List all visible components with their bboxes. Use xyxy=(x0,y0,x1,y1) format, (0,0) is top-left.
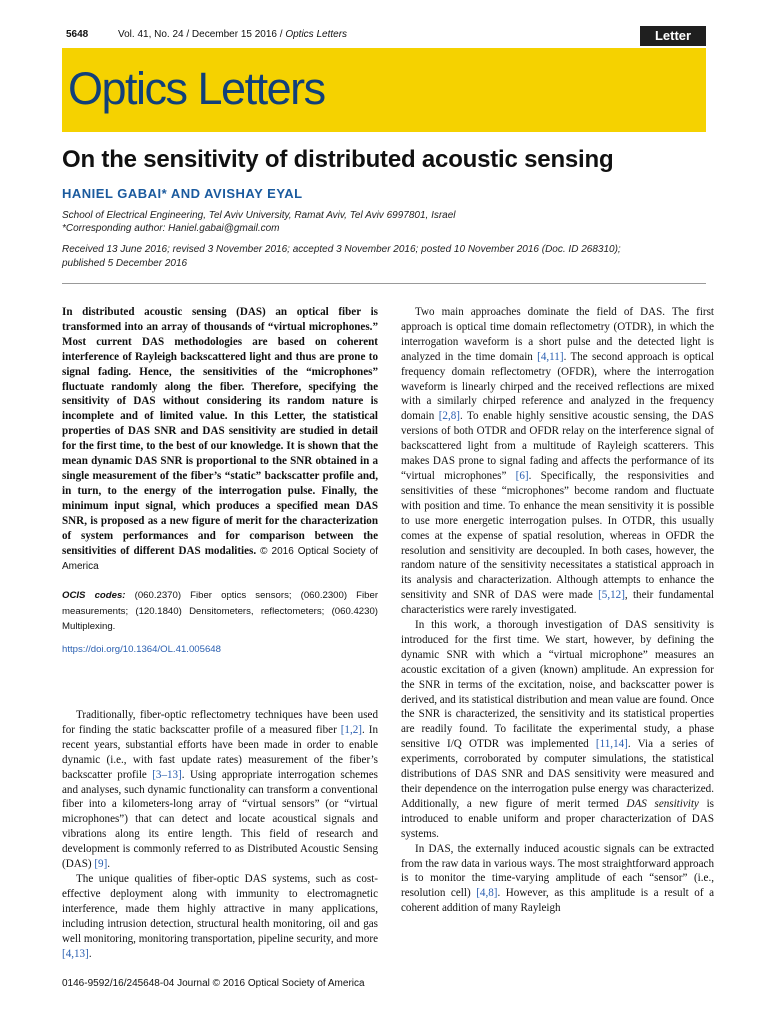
citation-link[interactable]: [5,12] xyxy=(598,589,625,602)
divider xyxy=(62,283,706,284)
ocis-code-list: (060.2370) Fiber optics sensors; (060.2300) Fiber measurements; (120.1840) Densitometers, reflectometers; (060.4230) Multiplexing. xyxy=(62,590,379,632)
citation-link[interactable]: [1,2] xyxy=(340,723,362,736)
ocis-label: OCIS codes: xyxy=(62,590,126,601)
author-list: HANIEL GABAI* AND AVISHAY EYAL xyxy=(62,186,303,201)
doi-link[interactable]: https://doi.org/10.1364/OL.41.005648 xyxy=(62,644,221,655)
citation-link[interactable]: [4,11] xyxy=(537,350,564,363)
citation-link[interactable]: [3–13] xyxy=(152,768,182,781)
citation-link[interactable]: [4,8] xyxy=(476,887,498,900)
abstract-text: In distributed acoustic sensing (DAS) an optical fiber is transformed into an array of thousands of “virtual microphones.” Most current DAS methodologies are based on coherent interference of Rayleigh backscattered light and thus are prone to signal fading. Hence, the sensitivities of the “microphones” fluctuate randomly along the fiber. Therefore, specifying the sensitivity of DAS without considering its random nature is incomplete and of limited value. In this Letter, the statistical properties of DAS SNR and DAS sensitivity are studied in detail for the first time, to the best of our knowledge. It is shown that the mean dynamic DAS SNR is proportional to the SNR obtained in a single measurement of the fiber’s “static” backscatter profile and, in turn, to the energy of the interrogation pulse. Finally, the minimum input signal, which produces a specified mean DAS SNR, is proposed as a new figure of merit for the characterization of system performances and for comparison between the sensitivities of different DAS modalities. xyxy=(62,306,378,557)
citation-link[interactable]: [6] xyxy=(515,469,529,482)
paragraph: The unique qualities of fiber-optic DAS systems, such as cost-effective deployment along with immunity to electromagnetic interference, made them highly attractive in many applications, including intrusion detection, structural health monitoring, oil and gas well monitoring, monitoring transportation, pipeline security, and more [4,13]. xyxy=(62,872,379,960)
paragraph: In this work, a thorough investigation of DAS sensitivity is introduced for the first time. We start, however, by defining the dynamic SNR with which a “virtual microphone” measures an acoustic excitation of a given (known) amplitude. An expression for the SNR in terms of the excitation, noise, and backscatter power is derived, and its statistical distribution and mean value are found. Once the SNR is characterized, the sensitivity and its statistical properties are readily found. To facilitate the experimental study, a phase sensitive I/Q OTDR was implemented [11,14]. Via a series of experiments, corroborated by computer simulations, the statistical distributions of DAS SNR and DAS sensitivity were measured and their dependence on the interrogation pulse energy was characterized. Additionally, a new figure of merit termed DAS sensitivity is introduced to enable uniform and proper characterization of DAS systems. xyxy=(401,619,714,840)
abstract xyxy=(62,305,378,575)
ocis-codes xyxy=(62,588,378,635)
article-type-tab: Letter xyxy=(640,26,706,46)
copyright-notice: © 2016 Optical Society of America xyxy=(62,545,378,573)
footer-copyright: 0146-9592/16/245648-04 Journal © 2016 Optical Society of America xyxy=(62,978,365,989)
journal-logo: Optics Letters xyxy=(68,63,325,114)
affiliation: School of Electrical Engineering, Tel Aviv University, Ramat Aviv, Tel Aviv 6997801, Israel xyxy=(62,210,456,221)
body-column-right xyxy=(401,305,714,916)
citation-link[interactable]: [11,14] xyxy=(595,738,628,751)
paragraph: Two main approaches dominate the field of DAS. The first approach is optical time domain reflectometry (OTDR), in which the interrogation waveform is a short pulse and the detected light is analyzed in the time domain [4,11]. The second approach is optical frequency domain reflectometry (OFDR), where the interrogation waveform is linearly chirped and the received reflections are mixed with a similarly chirped reference and analyzed in the frequency domain [2,8]. To enable highly sensitive acoustic sensing, the DAS versions of both OTDR and OFDR relay on the interference signal of backscattered light from a multitude of Rayleigh scatterers. This makes DAS prone to signal fading and affects the performance of its “virtual microphones” [6]. Specifically, the responsivities and sensitivities of these “microphones” become random and fluctuate with position and time. To enhance the mean sensitivity it is possible to use more energetic interrogation pulses. In OTDR, this usually comes at the expense of spatial resolution, whereas in OFDR the resolution and sensitivity are decoupled. In both cases, however, the random nature of the sensitivity necessitates a statistical approach in its analysis and characterization. Although attempts to enhance the sensitivity and SNR of DAS were made [5,12], their fundamental characteristics were rarely investigated. xyxy=(401,306,714,617)
paragraph: In DAS, the externally induced acoustic signals can be extracted from the raw data in various ways. The most straightforward approach is to monitor the time-varying amplitude of each “sensor” (i.e., resolution cell) [4,8]. However, as this amplitude is a result of a coherent addition of many Rayleigh xyxy=(401,842,715,915)
citation-link[interactable]: [9] xyxy=(94,858,108,871)
paragraph: Traditionally, fiber-optic reflectometry techniques have been used for finding the static backscatter profile of a measured fiber [1,2]. In recent years, substantial efforts have been made in order to enable dynamic (i.e., with fast update rates) measurement of the fiber’s backscatter profile [3–13]. Using appropriate interrogation schemes and analyses, such dynamic functionality can transform a conventional fiber into a kilometers-long array of “virtual sensors” (or “virtual microphones”) that can detect and locate acoustical signals and vibrations along its entire length. This field of research and development is commonly referred to as Distributed Acoustic Sensing (DAS) [9]. xyxy=(62,709,378,871)
page-number: 5648 xyxy=(66,29,89,40)
corresponding-author: *Corresponding author: Haniel.gabai@gmail.com xyxy=(62,223,280,234)
body-column-left xyxy=(62,708,378,961)
article-title: On the sensitivity of distributed acoustic sensing xyxy=(62,146,614,173)
citation-link[interactable]: [4,13] xyxy=(62,947,89,960)
journal-short-name: Optics Letters xyxy=(285,29,348,40)
article-dates: Received 13 June 2016; revised 3 November 2016; accepted 3 November 2016; posted 10 November 2016 (Doc. ID 268310); published 5 December 2016 xyxy=(62,244,621,269)
issue-info: Vol. 41, No. 24 / December 15 2016 / Optics Letters xyxy=(118,29,348,40)
citation-link[interactable]: [2,8] xyxy=(438,410,460,423)
